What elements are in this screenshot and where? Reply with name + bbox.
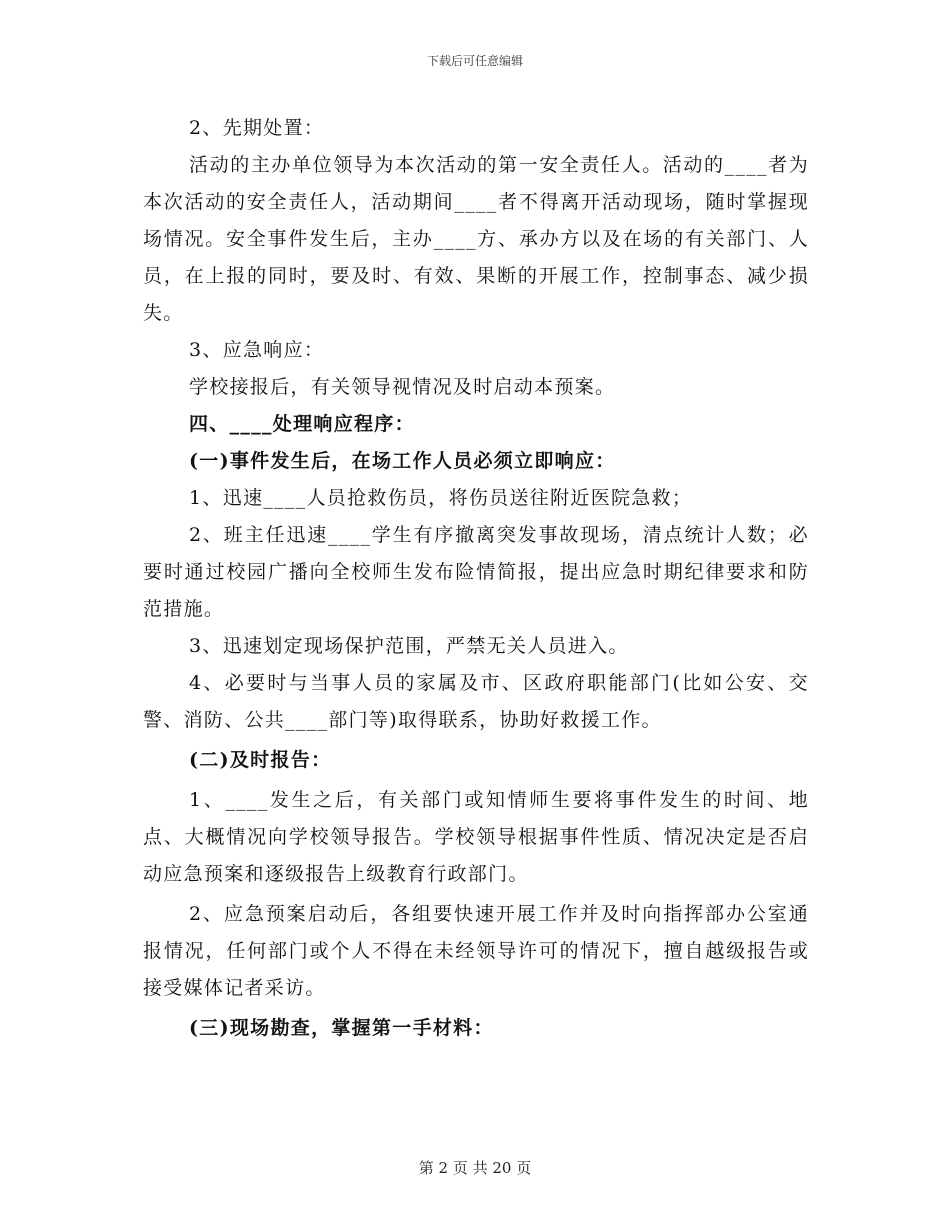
section-heading-4: 四、____处理响应程序： <box>189 413 415 435</box>
subsection-heading-1: (一)事件发生后，在场工作人员必须立即响应： <box>189 450 616 472</box>
paragraph-2: 活动的主办单位领导为本次活动的第一安全责任人。活动的____者为本次活动的安全责任人，活动期间____者不得离开活动现场，随时掌握现场情况。安全事件发生后，主办____方、承办方以及在场的有关部门、人员，在上报的同时，要及时、有效、果断的开展工作，控制事态、减少损失。 <box>143 154 809 324</box>
paragraph-13: 2、应急预案启动后，各组要快速开展工作并及时向指挥部办公室通报情况，任何部门或个人不得在未经领导许可的情况下，擅自越级报告或接受媒体记者采访。 <box>143 903 809 999</box>
paragraph-10: 4、必要时与当事人员的家属及市、区政府职能部门(比如公安、交警、消防、公共____部门等)取得联系，协助好救援工作。 <box>143 672 809 731</box>
document-body <box>143 110 809 1047</box>
paragraph-9: 3、迅速划定现场保护范围，严禁无关人员进入。 <box>189 635 629 657</box>
paragraph-1: 2、先期处置： <box>189 117 325 139</box>
page-footer: 第 2 页 共 20 页 <box>418 1159 532 1177</box>
paragraph-7: 1、迅速____人员抢救伤员，将伤员送往附近医院急救； <box>189 487 693 509</box>
subsection-heading-2: (二)及时报告： <box>189 749 332 771</box>
page-header: 下载后可任意编辑 <box>426 54 523 68</box>
subsection-heading-3: (三)现场勘查，掌握第一手材料： <box>189 1017 494 1039</box>
paragraph-3: 3、应急响应： <box>189 339 325 361</box>
paragraph-4: 学校接报后，有关领导视情况及时启动本预案。 <box>189 376 616 398</box>
paragraph-8: 2、班主任迅速____学生有序撤离突发事故现场，清点统计人数；必要时通过校园广播向全校师生发布险情简报，提出应急时期纪律要求和防范措施。 <box>143 524 809 620</box>
paragraph-12: 1、____发生之后，有关部门或知情师生要将事件发生的时间、地点、大概情况向学校领导报告。学校领导根据事件性质、情况决定是否启动应急预案和逐级报告上级教育行政部门。 <box>143 789 809 885</box>
